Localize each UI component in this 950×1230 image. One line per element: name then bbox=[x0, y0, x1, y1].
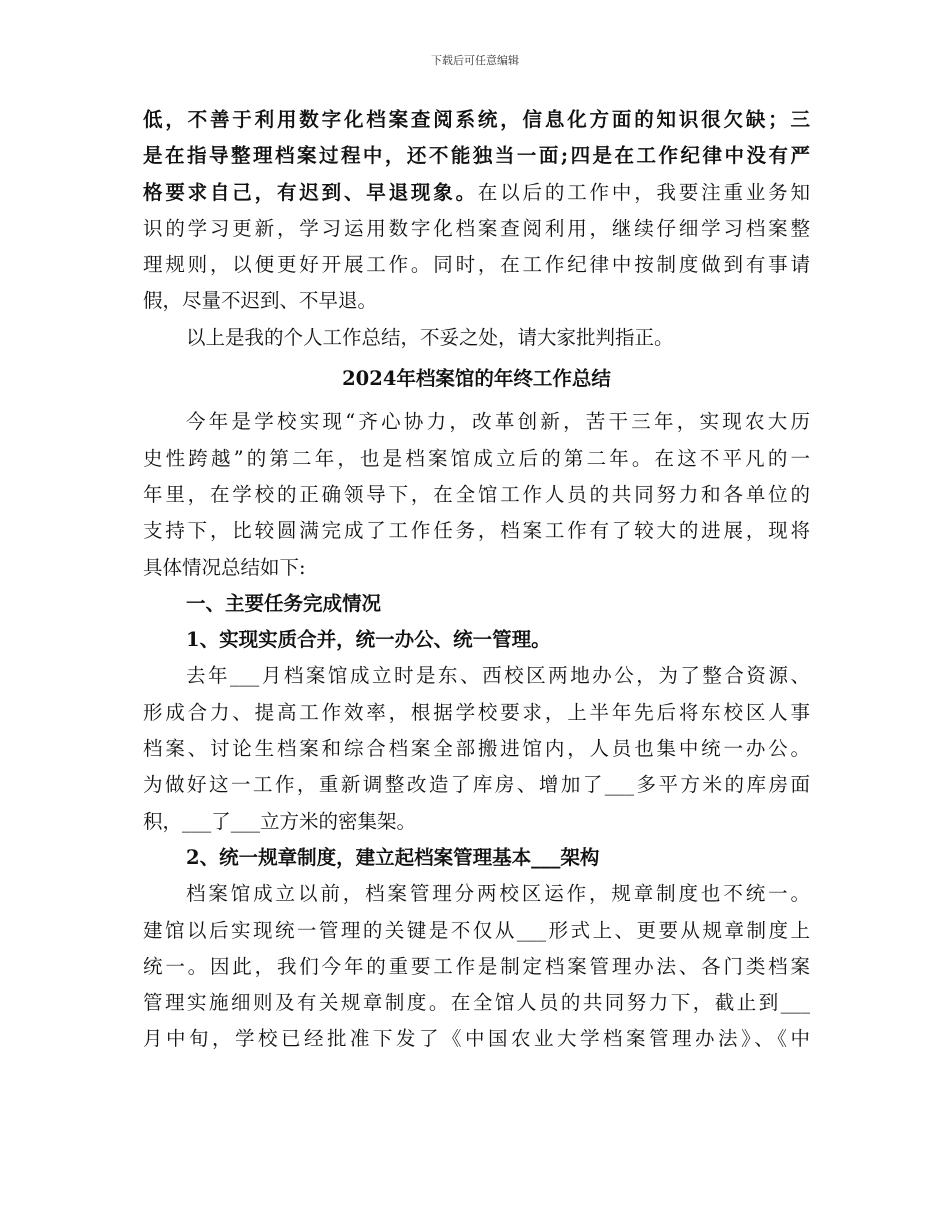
text-line bbox=[143, 175, 810, 211]
subsection-heading: 2、统一规章制度，建立起档案管理基本___架构 bbox=[186, 845, 600, 869]
text-line: 去年___月档案馆成立时是东、西校区两地办公，为了整合资源、 bbox=[186, 664, 810, 688]
page-header: 下载后可任意编辑 bbox=[431, 54, 519, 67]
text-line: 假，尽量不迟到、不早退。 bbox=[143, 289, 378, 313]
text-line: 今年是学校实现“齐心协力，改革创新，苦干三年，实现农大历 bbox=[186, 410, 810, 434]
closing-line: 以上是我的个人工作总结，不妥之处，请大家批判指正。 bbox=[186, 325, 674, 349]
text-line: 年里，在学校的正确领导下，在全馆工作人员的共同努力和各单位的 bbox=[143, 482, 810, 506]
subsection-heading: 1、实现实质合并，统一办公、统一管理。 bbox=[186, 628, 551, 652]
document-title: 2024年档案馆的年终工作总结 bbox=[342, 367, 611, 391]
text-line: 支持下，比较圆满完成了工作任务，档案工作有了较大的进展，现将 bbox=[143, 519, 810, 543]
document-body bbox=[143, 102, 810, 1058]
text-line: 形成合力、提高工作效率，根据学校要求，上半年先后将东校区人事 bbox=[143, 700, 810, 724]
text-line: 具体情况总结如下: bbox=[143, 555, 306, 579]
bold-run: 格要求自己，有迟到、早退现象。 bbox=[143, 180, 478, 204]
text-line: 统一。因此，我们今年的重要工作是制定档案管理办法、各门类档案 bbox=[143, 954, 810, 978]
normal-run: 在以后的工作中，我要注重业务知 bbox=[477, 180, 810, 204]
text-line: 管理实施细则及有关规章制度。在全馆人员的共同努力下，截止到___ bbox=[143, 991, 810, 1015]
text-line: 建馆以后实现统一管理的关键是不仅从___形式上、更要从规章制度上 bbox=[143, 918, 810, 942]
text-line: 是在指导整理档案过程中，还不能独当一面;四是在工作纪律中没有严 bbox=[143, 144, 810, 168]
text-line: 低，不善于利用数字化档案查阅系统，信息化方面的知识很欠缺；三 bbox=[143, 108, 810, 131]
section-heading: 一、主要任务完成情况 bbox=[186, 591, 382, 615]
text-line: 月中旬，学校已经批准下发了《中国农业大学档案管理办法》、《中 bbox=[143, 1027, 810, 1051]
text-line: 档案、讨论生档案和综合档案全部搬进馆内，人员也集中统一办公。 bbox=[143, 737, 810, 761]
text-line: 理规则，以便更好开展工作。同时，在工作纪律中按制度做到有事请 bbox=[143, 253, 810, 277]
text-line: 识的学习更新，学习运用数字化档案查阅利用，继续仔细学习档案整 bbox=[143, 216, 810, 240]
text-line: 档案馆成立以前，档案管理分两校区运作，规章制度也不统一。 bbox=[186, 882, 810, 906]
text-line: 积，___了___立方米的密集架。 bbox=[143, 809, 417, 833]
text-line: 为做好这一工作，重新调整改造了库房、增加了___多平方米的库房面 bbox=[143, 773, 810, 797]
text-line: 史性跨越”的第二年，也是档案馆成立后的第二年。在这不平凡的一 bbox=[143, 446, 810, 470]
